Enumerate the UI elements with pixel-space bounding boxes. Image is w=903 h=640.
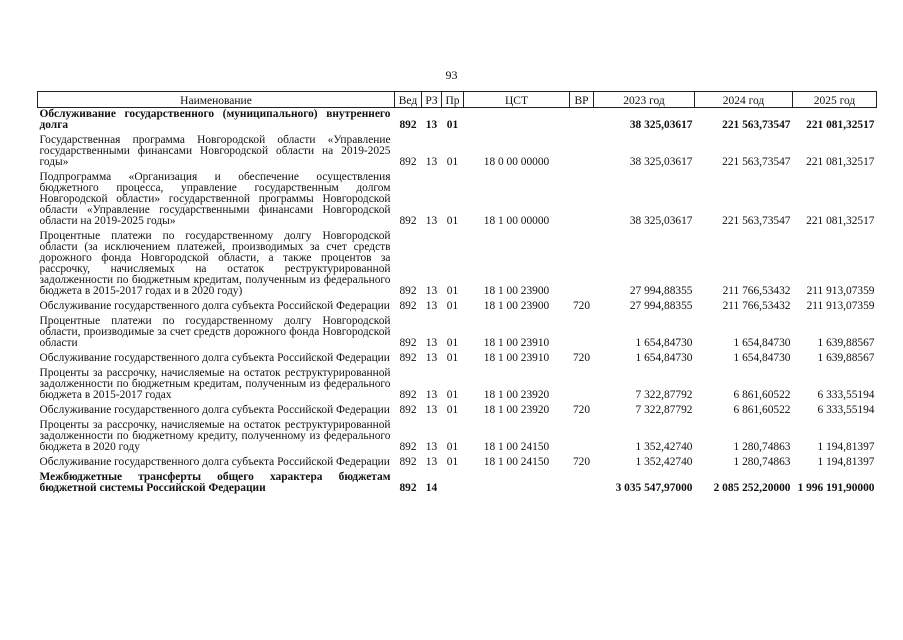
table-row — [38, 456, 877, 471]
cell-2025: 221 081,32517 — [806, 215, 875, 227]
header-2024: 2024 год — [695, 92, 793, 108]
cell-pr: 01 — [446, 285, 459, 297]
cell-pr: 01 — [446, 300, 459, 312]
table-row — [38, 230, 877, 300]
row-name: Государственная программа Новгородской области «Управление государственными финансами Новгородской области на 2019-2025 годы» — [39, 134, 391, 168]
cell-cst: 18 1 00 23910 — [483, 337, 550, 349]
cell-2024: 211 766,53432 — [722, 285, 791, 297]
cell-vr — [570, 471, 594, 497]
cell-ved: 892 — [399, 285, 417, 297]
cell-cst: 18 1 00 23900 — [483, 285, 550, 297]
cell-vr: 720 — [572, 352, 591, 364]
cell-cst: 18 1 00 24150 — [483, 456, 550, 468]
header-2023: 2023 год — [594, 92, 695, 108]
cell-2023: 1 654,84730 — [635, 352, 693, 364]
cell-2024: 6 861,60522 — [733, 389, 791, 401]
header-rz: РЗ — [422, 92, 442, 108]
cell-cst: 18 1 00 24150 — [483, 441, 550, 453]
cell-2025: 1 194,81397 — [817, 441, 875, 453]
cell-2024: 1 654,84730 — [733, 337, 791, 349]
cell-vr — [570, 315, 594, 352]
cell-ved: 892 — [399, 389, 417, 401]
cell-2023: 38 325,03617 — [629, 156, 693, 168]
cell-ved: 892 — [399, 300, 417, 312]
table-row — [38, 367, 877, 404]
cell-ved: 892 — [399, 404, 417, 416]
cell-vr: 720 — [572, 404, 591, 416]
header-pr: Пр — [442, 92, 464, 108]
cell-cst: 18 1 00 23910 — [483, 352, 550, 364]
cell-2024: 221 563,73547 — [722, 156, 791, 168]
cell-2025: 6 333,55194 — [817, 404, 875, 416]
cell-rz: 14 — [425, 482, 438, 494]
cell-vr: 720 — [572, 300, 591, 312]
cell-ved: 892 — [399, 441, 417, 453]
cell-rz: 13 — [425, 285, 438, 297]
cell-ved: 892 — [399, 215, 417, 227]
table-row — [38, 171, 877, 230]
row-name: Процентные платежи по государственному долгу Новгородской области (за исключением платежей, производимых за счет средств дорожного фонда Новгородской области, а также процентов за рассрочку, начисляемых на остаток реструктурированной задолженности по бюджетным кредитам, полученным из федерального бюджета в 2015-2017 годах и в 2020 году) — [39, 230, 391, 297]
cell-2023: 27 994,88355 — [629, 300, 693, 312]
header-vr: ВР — [570, 92, 594, 108]
cell-vr — [570, 108, 594, 135]
header-ved: Вед — [395, 92, 422, 108]
cell-rz: 13 — [425, 389, 438, 401]
cell-2025: 1 639,88567 — [817, 352, 875, 364]
cell-2025: 221 081,32517 — [806, 119, 875, 131]
row-name: Обслуживание государственного долга субъекта Российской Федерации — [39, 352, 390, 364]
cell-2025: 1 639,88567 — [817, 337, 875, 349]
table-row — [38, 134, 877, 171]
cell-2025: 1 194,81397 — [817, 456, 875, 468]
table-row — [38, 315, 877, 352]
cell-rz: 13 — [425, 456, 438, 468]
cell-2024: 221 563,73547 — [722, 119, 791, 131]
cell-vr — [570, 230, 594, 300]
cell-2024: 211 766,53432 — [722, 300, 791, 312]
cell-2023: 1 654,84730 — [635, 337, 693, 349]
cell-cst: 18 1 00 00000 — [483, 215, 550, 227]
cell-vr — [570, 367, 594, 404]
cell-pr: 01 — [446, 456, 459, 468]
cell-2023: 38 325,03617 — [629, 215, 693, 227]
row-name: Процентные платежи по государственному долгу Новгородской области, производимые за счет средств дорожного фонда Новгородской области — [39, 315, 391, 349]
cell-rz: 13 — [425, 337, 438, 349]
cell-cst: 18 1 00 23920 — [483, 389, 550, 401]
row-name: Обслуживание государственного долга субъекта Российской Федерации — [39, 300, 390, 312]
cell-rz: 13 — [425, 352, 438, 364]
header-cst: ЦСТ — [464, 92, 570, 108]
cell-pr: 01 — [446, 441, 459, 453]
cell-vr — [570, 419, 594, 456]
cell-2023: 7 322,87792 — [635, 404, 693, 416]
cell-2023: 3 035 547,97000 — [615, 482, 693, 494]
cell-2024: 6 861,60522 — [733, 404, 791, 416]
cell-pr: 01 — [446, 404, 459, 416]
cell-2024: 1 280,74863 — [733, 441, 791, 453]
header-name: Наименование — [38, 92, 395, 108]
cell-cst: 18 1 00 23920 — [483, 404, 550, 416]
cell-pr: 01 — [446, 337, 459, 349]
table-body — [38, 108, 877, 498]
cell-rz: 13 — [425, 441, 438, 453]
cell-rz: 13 — [425, 404, 438, 416]
cell-2024: 221 563,73547 — [722, 215, 791, 227]
row-name: Подпрограмма «Организация и обеспечение осуществления бюджетного процесса, управление государственным долгом Новгородской области» государственной программы Новгородской области «Управление государственными финансами Новгородской области на 2019-2025 годы» — [39, 171, 391, 227]
budget-table — [37, 91, 877, 497]
page-number: 93 — [445, 68, 458, 82]
cell-2023: 38 325,03617 — [629, 119, 693, 131]
cell-2024: 1 654,84730 — [733, 352, 791, 364]
row-name: Межбюджетные трансферты общего характера бюджетам бюджетной системы Российской Федерации — [39, 471, 391, 494]
cell-ved: 892 — [399, 352, 417, 364]
cell-ved: 892 — [399, 456, 417, 468]
cell-pr: 01 — [446, 352, 459, 364]
table-row — [38, 352, 877, 367]
cell-rz: 13 — [425, 300, 438, 312]
cell-2024: 2 085 252,20000 — [713, 482, 791, 494]
cell-pr: 01 — [446, 389, 459, 401]
cell-2025: 221 081,32517 — [806, 156, 875, 168]
cell-pr: 01 — [446, 119, 459, 131]
cell-cst — [464, 471, 570, 497]
cell-pr: 01 — [446, 156, 459, 168]
row-name: Проценты за рассрочку, начисляемые на остаток реструктурированной задолженности по бюджетным кредитам, полученным из федерального бюджета в 2015-2017 годах — [39, 367, 391, 401]
cell-2023: 1 352,42740 — [635, 456, 693, 468]
table-row — [38, 471, 877, 497]
cell-cst: 18 0 00 00000 — [483, 156, 550, 168]
cell-ved: 892 — [399, 156, 417, 168]
cell-2025: 211 913,07359 — [806, 300, 875, 312]
cell-pr: 01 — [446, 215, 459, 227]
cell-rz: 13 — [425, 215, 438, 227]
cell-vr: 720 — [572, 456, 591, 468]
cell-ved: 892 — [399, 482, 417, 494]
cell-2025: 6 333,55194 — [817, 389, 875, 401]
cell-2023: 27 994,88355 — [629, 285, 693, 297]
cell-ved: 892 — [399, 119, 417, 131]
row-name: Обслуживание государственного долга субъекта Российской Федерации — [39, 404, 390, 416]
cell-2025: 1 996 191,90000 — [797, 482, 875, 494]
cell-rz: 13 — [425, 156, 438, 168]
header-2025: 2025 год — [793, 92, 877, 108]
cell-ved: 892 — [399, 337, 417, 349]
cell-cst: 18 1 00 23900 — [483, 300, 550, 312]
table-row — [38, 108, 877, 135]
cell-2024: 1 280,74863 — [733, 456, 791, 468]
cell-vr — [570, 171, 594, 230]
table-header — [38, 92, 877, 108]
table-row — [38, 419, 877, 456]
cell-2023: 7 322,87792 — [635, 389, 693, 401]
table-row — [38, 300, 877, 315]
row-name: Проценты за рассрочку, начисляемые на остаток реструктурированной задолженности по бюджетному кредиту, полученному из федерального бюджета в 2020 году — [39, 419, 391, 453]
cell-cst — [464, 108, 570, 135]
row-name: Обслуживание государственного (муниципального) внутреннего долга — [39, 108, 391, 131]
cell-2023: 1 352,42740 — [635, 441, 693, 453]
cell-vr — [570, 134, 594, 171]
table-row — [38, 404, 877, 419]
row-name: Обслуживание государственного долга субъекта Российской Федерации — [39, 456, 390, 468]
cell-2025: 211 913,07359 — [806, 285, 875, 297]
cell-rz: 13 — [425, 119, 438, 131]
cell-pr — [442, 471, 464, 497]
